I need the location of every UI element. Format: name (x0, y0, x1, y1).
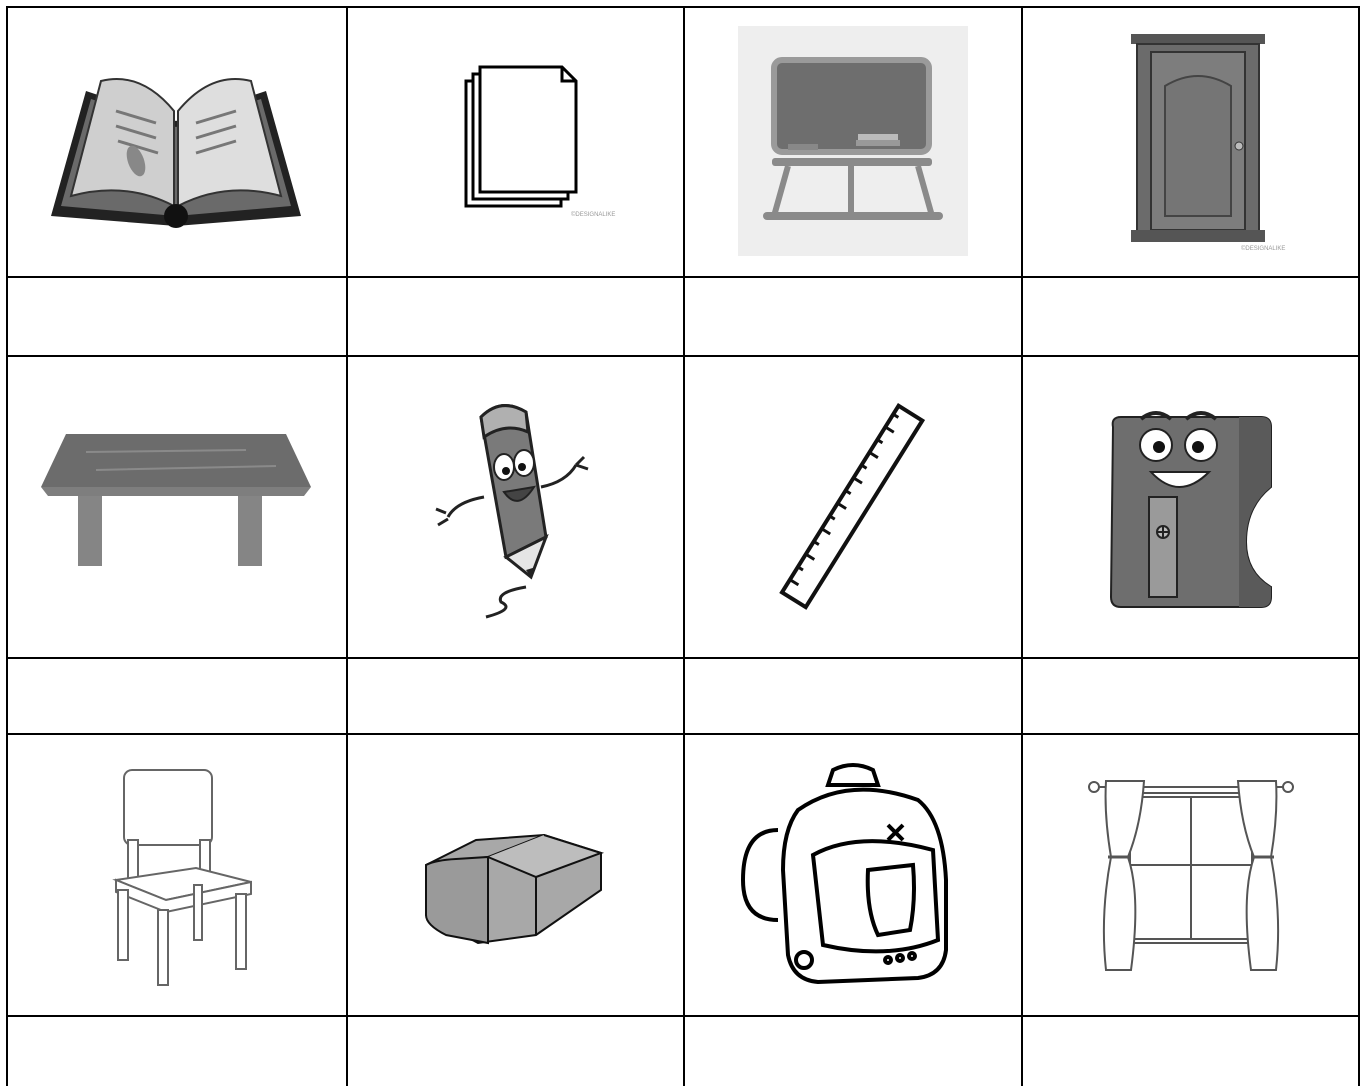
picture-cell-paper (348, 6, 683, 276)
chair-icon (6, 735, 346, 1015)
answer-box[interactable] (685, 659, 1021, 733)
open-book-icon (6, 6, 346, 276)
answer-box[interactable] (1023, 1017, 1358, 1086)
answer-box[interactable] (685, 278, 1021, 355)
answer-box[interactable] (348, 1017, 683, 1086)
picture-cell-book (6, 6, 346, 276)
answer-text (348, 1017, 683, 1086)
picture-cell-pencil (348, 357, 683, 657)
answer-text (1023, 278, 1358, 355)
picture-cell-chair (6, 735, 346, 1015)
answer-text (1023, 659, 1358, 733)
picture-cell-window (1023, 735, 1358, 1015)
answer-box[interactable] (6, 659, 346, 733)
answer-text (6, 659, 346, 733)
answer-text (685, 1017, 1021, 1086)
picture-cell-backpack (685, 735, 1021, 1015)
ruler-icon (685, 357, 1021, 657)
answer-box[interactable] (1023, 659, 1358, 733)
answer-box[interactable] (6, 1017, 346, 1086)
table-icon (6, 357, 346, 657)
picture-cell-chalkboard (685, 6, 1021, 276)
answer-text (1023, 1017, 1358, 1086)
picture-cell-eraser (348, 735, 683, 1015)
sharpener-character-icon (1023, 357, 1358, 657)
answer-box[interactable] (6, 278, 346, 355)
answer-text (685, 659, 1021, 733)
grid-line (1358, 6, 1360, 1086)
vocabulary-worksheet-grid (6, 6, 1360, 1086)
window-icon (1023, 735, 1358, 1015)
answer-box[interactable] (685, 1017, 1021, 1086)
picture-cell-ruler (685, 357, 1021, 657)
picture-cell-sharpener (1023, 357, 1358, 657)
paper-sheets-icon (348, 6, 683, 276)
eraser-icon (348, 735, 683, 1015)
picture-cell-door (1023, 6, 1358, 276)
answer-text (6, 1017, 346, 1086)
answer-box[interactable] (348, 278, 683, 355)
picture-cell-table (6, 357, 346, 657)
answer-box[interactable] (1023, 278, 1358, 355)
pencil-character-icon (348, 357, 683, 657)
door-icon (1023, 6, 1358, 276)
chalkboard-icon (685, 6, 1021, 276)
answer-box[interactable] (348, 659, 683, 733)
watermark-text: ©DESIGNALIKE (1240, 246, 1285, 252)
answer-text (348, 278, 683, 355)
watermark-text: ©DESIGNALIKE (570, 212, 615, 218)
answer-text (348, 659, 683, 733)
answer-text (6, 278, 346, 355)
backpack-icon (685, 735, 1021, 1015)
answer-text (685, 278, 1021, 355)
